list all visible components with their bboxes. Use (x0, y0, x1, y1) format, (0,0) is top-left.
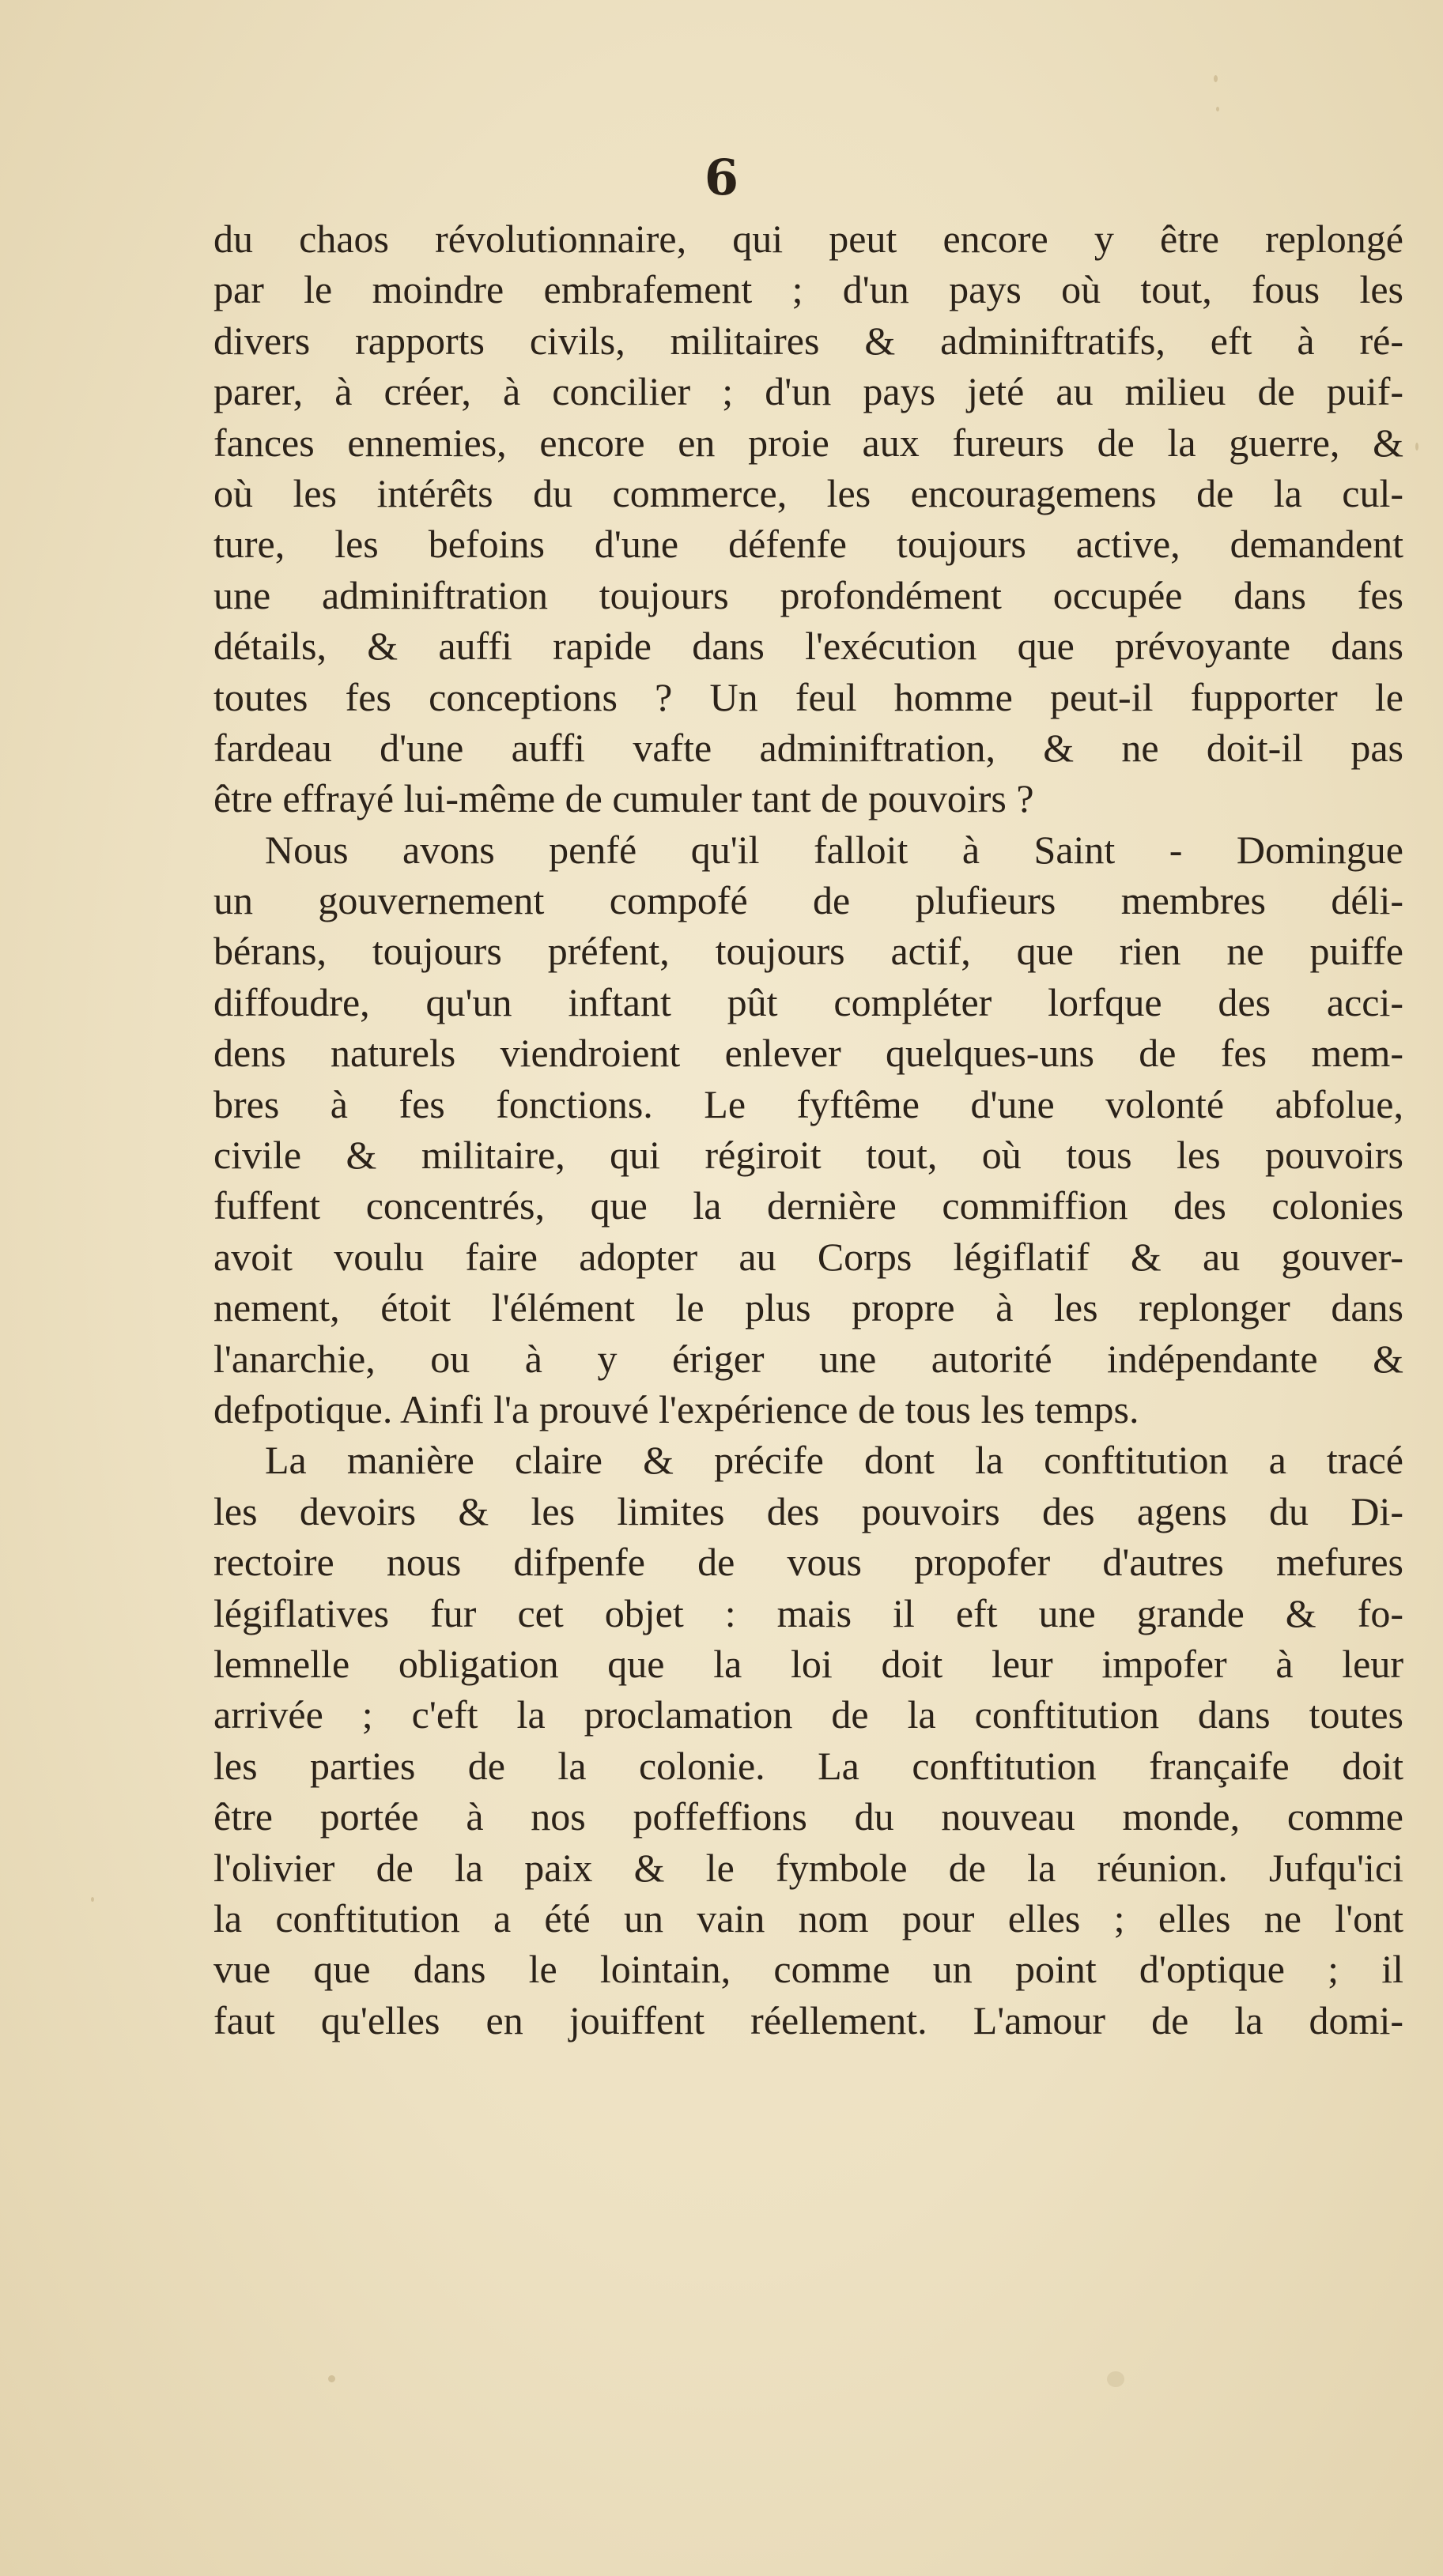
text-line: être portée à nos poffeffions du nouveau monde, comme (213, 1794, 1403, 1839)
paper-speck (1107, 2371, 1124, 2387)
text-line: dens naturels viendroient enlever quelques-uns de fes mem- (213, 1031, 1403, 1076)
text-line: La manière claire & précife dont la conftitution a tracé (265, 1438, 1403, 1483)
text-line: civile & militaire, qui régiroit tout, où tous les pouvoirs (213, 1133, 1403, 1178)
text-line: bérans, toujours préfent, toujours actif, que rien ne puiffe (213, 929, 1403, 974)
text-line: fardeau d'une auffi vafte adminiftration, & ne doit-il pas (213, 725, 1403, 770)
paper-speck (1415, 443, 1418, 451)
text-line: un gouvernement compofé de plufieurs membres déli- (213, 878, 1403, 923)
text-line: defpotique. Ainfi l'a prouvé l'expérience de tous les temps. (213, 1386, 1139, 1431)
text-line: les devoirs & les limites des pouvoirs des agens du Di- (213, 1488, 1403, 1533)
text-line: rectoire nous difpenfe de vous propofer d'autres mefures (213, 1540, 1403, 1585)
text-line: Nous avons penfé qu'il falloit à Saint - Domingue (265, 827, 1403, 872)
text-line: fances ennemies, encore en proie aux fureurs de la guerre, & (213, 420, 1403, 465)
body-text (213, 213, 1403, 2046)
text-line: par le moindre embrafement ; d'un pays où tout, fous les (213, 267, 1403, 312)
text-line: fuffent concentrés, que la dernière commiffion des colonies (213, 1183, 1403, 1228)
text-line: vue que dans le lointain, comme un point d'optique ; il (213, 1947, 1403, 1992)
text-line: arrivée ; c'eft la proclamation de la conftitution dans toutes (213, 1692, 1403, 1737)
text-line: ture, les befoins d'une défenfe toujours active, demandent (213, 522, 1403, 567)
text-line: l'anarchie, ou à y ériger une autorité indépendante & (213, 1336, 1403, 1381)
text-line: divers rapports civils, militaires & adminiftratifs, eft à ré- (213, 318, 1403, 363)
text-line: toutes fes conceptions ? Un feul homme peut-il fupporter le (213, 674, 1403, 719)
text-line: nement, étoit l'élément le plus propre à les replonger dans (213, 1285, 1403, 1330)
text-line: une adminiftration toujours profondément occupée dans fes (213, 572, 1403, 617)
text-line: lemnelle obligation que la loi doit leur impofer à leur (213, 1641, 1403, 1686)
text-line: où les intérêts du commerce, les encouragemens de la cul- (213, 470, 1403, 515)
paper-speck (1214, 75, 1218, 82)
text-line: l'olivier de la paix & le fymbole de la réunion. Jufqu'ici (213, 1845, 1403, 1890)
paper-speck (1216, 107, 1219, 111)
text-line: la conftitution a été un vain nom pour elles ; elles ne l'ont (213, 1895, 1403, 1940)
paper-speck (91, 1897, 94, 1902)
text-line: être effrayé lui-même de cumuler tant de pouvoirs ? (213, 776, 1034, 821)
text-line: diffoudre, qu'un inftant pût compléter lorfque des acci- (213, 979, 1403, 1024)
text-line: parer, à créer, à concilier ; d'un pays jeté au milieu de puif- (213, 369, 1403, 414)
text-line: les parties de la colonie. La conftitution françaife doit (213, 1743, 1403, 1788)
text-line: avoit voulu faire adopter au Corps légiflatif & au gouver- (213, 1234, 1403, 1279)
text-line: du chaos révolutionnaire, qui peut encore y être replongé (213, 217, 1403, 261)
text-line: faut qu'elles en jouiffent réellement. L'amour de la domi- (213, 1997, 1403, 2042)
text-line: légiflatives fur cet objet : mais il eft une grande & fo- (213, 1590, 1403, 1635)
text-line: détails, & auffi rapide dans l'exécution que prévoyante dans (213, 624, 1403, 669)
page-number: 6 (704, 149, 739, 206)
paper-speck (328, 2375, 335, 2382)
text-line: bres à fes fonctions. Le fyftême d'une volonté abfolue, (213, 1081, 1403, 1126)
